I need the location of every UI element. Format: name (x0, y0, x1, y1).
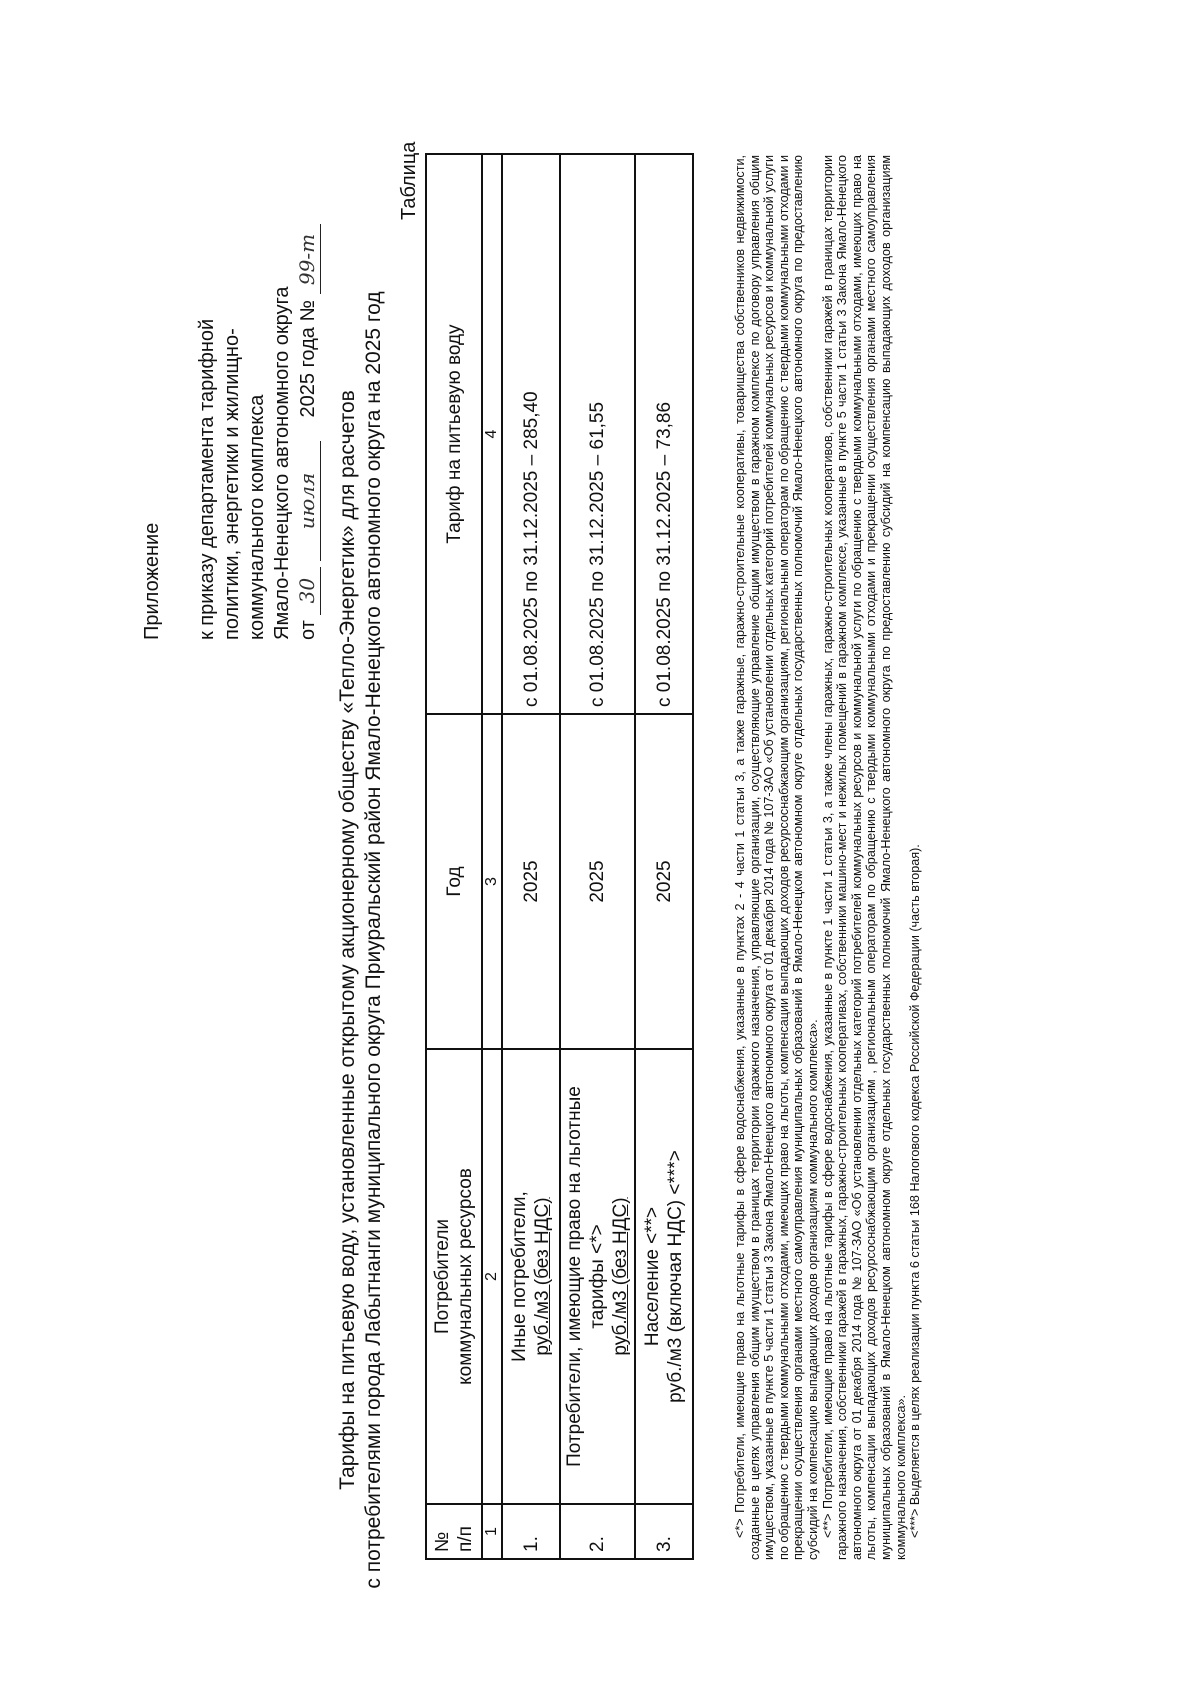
row-number: 2. (560, 1504, 635, 1559)
appendix-date-line (295, 120, 321, 640)
document-title (335, 280, 387, 1600)
consumer-unit: руб./м3 (без НДС) (532, 1197, 553, 1356)
table-row (560, 154, 635, 1559)
row-tariff: с 01.08.2025 по 31.12.2025 – 73,86 (635, 154, 693, 714)
header-year: Год (426, 714, 482, 1049)
consumer-unit: руб./м3 (без НДС) (610, 1197, 631, 1356)
row-consumer (502, 1049, 560, 1504)
appendix-line: к приказу департамента тарифной (196, 318, 218, 640)
column-number: 1 (482, 1504, 502, 1559)
appendix-line: коммунального комплекса (246, 394, 268, 640)
handwritten-order-number: 99-т (295, 225, 321, 295)
header-consumers-line2: коммунальных ресурсов (455, 1168, 476, 1385)
header-tariff: Тариф на питьевую воду (426, 154, 482, 714)
column-number: 2 (482, 1049, 502, 1504)
table-header-row (426, 154, 482, 1559)
consumer-name: Потребители, имеющие право на льготные (564, 1086, 585, 1467)
header-consumers (426, 1049, 482, 1504)
footnote-2: <**> Потребители, имеющие право на льготные тарифы в сфере водоснабжения, указанные в пункте 1 части 1 статьи 3, а также члены гаражных, гаражно-строительных кооперативов, собственники гаражей в границах территории гаражного назначения, собственники гаражей в гаражных, гаражно-строительных кооперативах, собственники машино-мест и нежилых помещений в гаражном комплексе, указанные в пункте 5 части 1 статьи 3 Закона Ямало-Ненецкого автономного округа от 01 декабря 2014 года № 107-ЗАО «Об установлении отдельных категорий потребителей коммунальных ресурсов и коммунальной услуги по обращению с твердыми коммунальными отходами, имеющих право на льготы, компенсации выпадающих доходов ресурсоснабжающим организациям , региональным операторам по обращению с твердыми коммунальными отходами и прекращении осуществления органами местного самоуправления муниципальных образований в Ямало-Ненецком автономном округе отдельных государственных полномочий Ямало-Ненецкого автономного округа по предоставлению субсидий на компенсацию выпадающих доходов организациям коммунального комплекса». (820, 155, 908, 1560)
consumer-name: Население <**> (642, 1206, 663, 1347)
consumer-unit: руб./м3 (включая НДС) <***> (665, 1150, 686, 1403)
document-sheet (85, 80, 1145, 1640)
row-year: 2025 (502, 714, 560, 1049)
title-line-1: Тарифы на питьевую воду, установленные открытому акционерному обществу «Тепло-Энергетик» для расчетов (336, 390, 359, 1490)
row-consumer (560, 1049, 635, 1504)
footnotes (733, 155, 923, 1560)
header-number-line2: п/п (455, 1526, 476, 1552)
row-year: 2025 (635, 714, 693, 1049)
table-number-row (482, 154, 502, 1559)
row-number: 1. (502, 1504, 560, 1559)
appendix-line: Ямало-Ненецкого автономного округа (271, 286, 293, 640)
consumer-name: Иные потребители, (509, 1191, 530, 1362)
handwritten-day: 30 (295, 567, 321, 615)
row-number: 3. (635, 1504, 693, 1559)
footnote-1: <*> Потребители, имеющие право на льготные тарифы в сфере водоснабжения, указанные в пунктах 2 - 4 части 1 статьи 3, а также гаражные, гаражно-строительные кооперативы, товарищества собственников недвижимости, созданные в целях управления общим имуществом в границах территории гаражного назначения, управляющие организации, осуществляющие управление общим имуществом в гаражном комплексе по договору управления общим имуществом, указанные в пункте 5 части 1 статьи 3 Закона Ямало-Ненецкого автономного округа от 01 декабря 2014 года № 107-ЗАО «Об установлении отдельных категорий потребителей коммунальных ресурсов и коммунальной услуги по обращению с твердыми коммунальными отходами, имеющих право на льготы, компенсации выпадающих доходов ресурсоснабжающим организациям, региональным операторам по обращению с твердыми коммунальными отходами и прекращении осуществления органами местного самоуправления муниципальных образований в Ямало-Ненецком автономном округе отдельных государственных полномочий Ямало-Ненецкого автономного округа по предоставлению субсидий на компенсацию выпадающих доходов организациям коммунального комплекса». (733, 155, 820, 1560)
date-prefix: от (297, 620, 319, 640)
consumer-name-cont: тарифы <*> (587, 1224, 608, 1329)
handwritten-month: июля (295, 441, 321, 561)
appendix-title: Приложение (141, 522, 163, 640)
row-tariff: с 01.08.2025 по 31.12.2025 – 61,55 (560, 154, 635, 714)
table-row (635, 154, 693, 1559)
table-row (502, 154, 560, 1559)
appendix-line: политики, энергетики и жилищно- (221, 328, 243, 640)
appendix-block (140, 120, 321, 640)
column-number: 3 (482, 714, 502, 1049)
header-number-line1: № (432, 1531, 453, 1552)
year-text: 2025 года № (297, 300, 319, 418)
tariff-table (425, 153, 694, 1560)
table-caption: Таблица (398, 141, 420, 220)
header-consumers-line1: Потребители (432, 1218, 453, 1335)
row-consumer (635, 1049, 693, 1504)
row-year: 2025 (560, 714, 635, 1049)
column-number: 4 (482, 154, 502, 714)
footnote-3: <***> Выделяется в целях реализации пункта 6 статьи 168 Налогового кодекса Российской Федерации (часть вторая). (908, 844, 923, 1538)
header-number (426, 1504, 482, 1559)
title-line-2: с потребителями города Лабытнанги муниципального округа Приуральский район Ямало-Ненецкого автономного округа на 2025 год (362, 291, 385, 1589)
row-tariff: с 01.08.2025 по 31.12.2025 – 285,40 (502, 154, 560, 714)
